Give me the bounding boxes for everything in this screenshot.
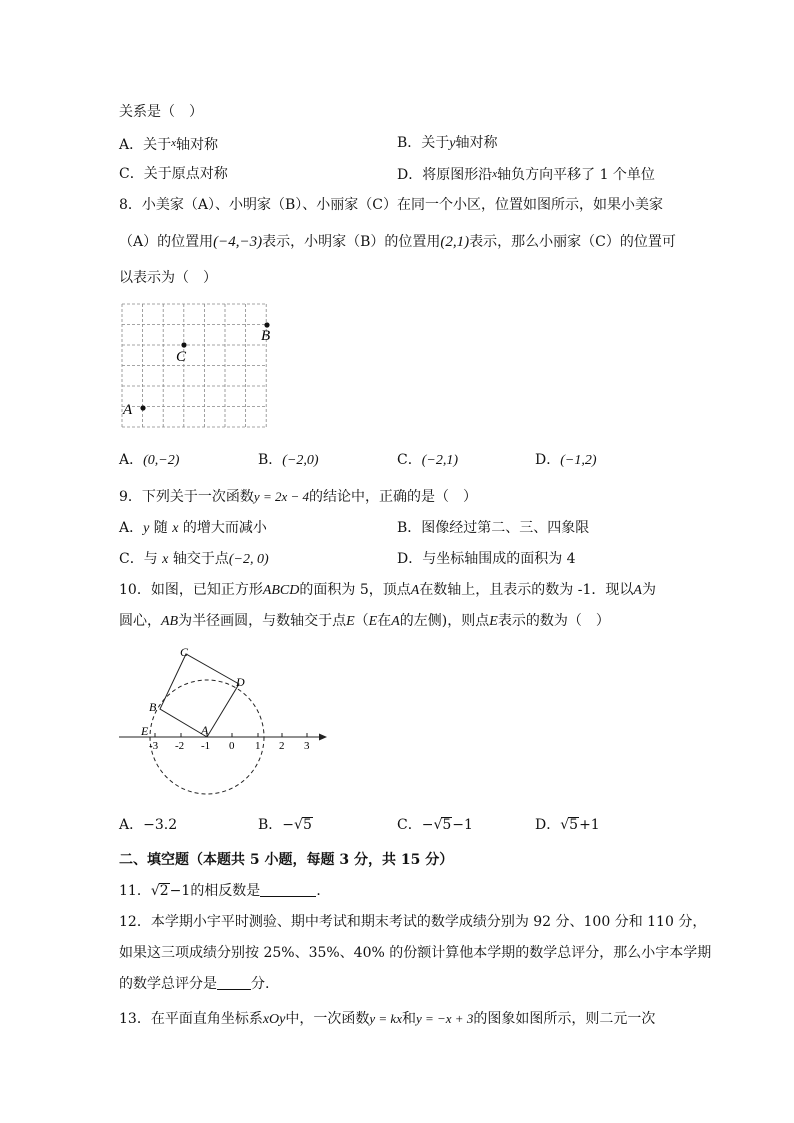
tick-label: -3 [149,740,159,752]
q10-option-b: B．−√5 [258,817,312,833]
point-c [181,342,186,347]
q12-line1: 12．本学期小宇平时测验、期中考试和期末考试的数学成绩分别为 92 分、100 分和 110 分， [119,914,707,930]
q8-stem-line2: （A）的位置用(−4,−3)表示，小明家（B）的位置用(2,1)表示，那么小丽家（C）的位置可 [119,234,676,250]
answer-blank[interactable] [260,882,316,897]
label-a: A [123,402,133,418]
vertex-a-label: A [201,723,209,737]
q9-option-c: C．与 x 轴交于点(−2, 0) [119,551,269,567]
q9-option-a: A．y 随 x 的增大而减小 [119,520,267,536]
q9-option-b: B．图像经过第二、三、四象限 [397,520,590,536]
vertex-d-label: D [236,675,245,689]
q9-stem: 9．下列关于一次函数y = 2x − 4的结论中，正确的是（ ） [119,489,478,505]
q10-stem-line2: 圆心，AB为半径画圆，与数轴交于点E（E在A的左侧)，则点E表示的数为（ ） [119,613,610,629]
q11-stem: 11．√2−1的相反数是 ． [119,883,331,899]
answer-blank[interactable] [217,975,251,990]
vertex-b-label: B [149,700,157,714]
q7-stem-tail: 关系是（ ） [119,104,203,120]
q10-option-d: D．√5+1 [535,817,600,833]
tick-label: 2 [279,740,285,752]
q8-stem-line1: 8．小美家（A）、小明家（B）、小丽家（C）在同一个小区，位置如图所示，如果小美家 [119,197,664,213]
q8-option-d: D．(−1,2) [535,452,597,468]
q9-option-d: D．与坐标轴围成的面积为 4 [397,551,576,567]
label-b: B [261,328,271,344]
q10-option-a: A．−3.2 [119,817,178,833]
tick-label: -2 [175,740,185,752]
tick-label: 3 [304,740,310,752]
q13-stem: 13．在平面直角坐标系xOy中，一次函数y = kx和y = −x + 3的图象如图所示，则二元一次 [119,1011,656,1027]
q7-option-d: D．将原图形沿x轴负方向平移了 1 个单位 [397,167,655,183]
section-title: 二、填空题（本题共 5 小题，每题 3 分，共 15 分） [119,852,454,868]
q7-option-c: C．关于原点对称 [119,166,228,182]
point-b [264,322,269,327]
q8-option-b: B．(−2,0) [258,452,319,468]
point-a [140,405,145,410]
q10-option-c: C．−√5−1 [397,817,473,833]
square-abcd [160,654,239,737]
q8-option-c: C．(−2,1) [397,452,458,468]
q7-option-a: A．关于$^x$轴对称 [119,137,219,153]
tick-label: 1 [255,740,261,752]
q10-figure [115,643,335,799]
point-e-label: E [141,724,149,738]
q7-option-b: B．关于y轴对称 [397,135,498,151]
tick-label: 0 [229,740,235,752]
arrow-right-icon [319,734,327,741]
label-c: C [176,349,187,365]
tick-label: -1 [201,740,211,752]
q8-grid-figure [112,298,282,434]
q10-stem-line1: 10．如图，已知正方形ABCD的面积为 5，顶点A在数轴上，且表示的数为 -1．现以A为 [119,582,656,598]
vertex-c-label: C [180,645,189,659]
q8-option-a: A．(0,−2) [119,452,180,468]
q12-line3: 的数学总评分是 分. [119,976,270,992]
q12-line2: 如果这三项成绩分别按 25%、35%、40% 的份额计算他本学期的数学总评分，那么小宇本学期 [119,945,712,961]
q8-stem-line3: 以表示为（ ） [119,270,217,286]
